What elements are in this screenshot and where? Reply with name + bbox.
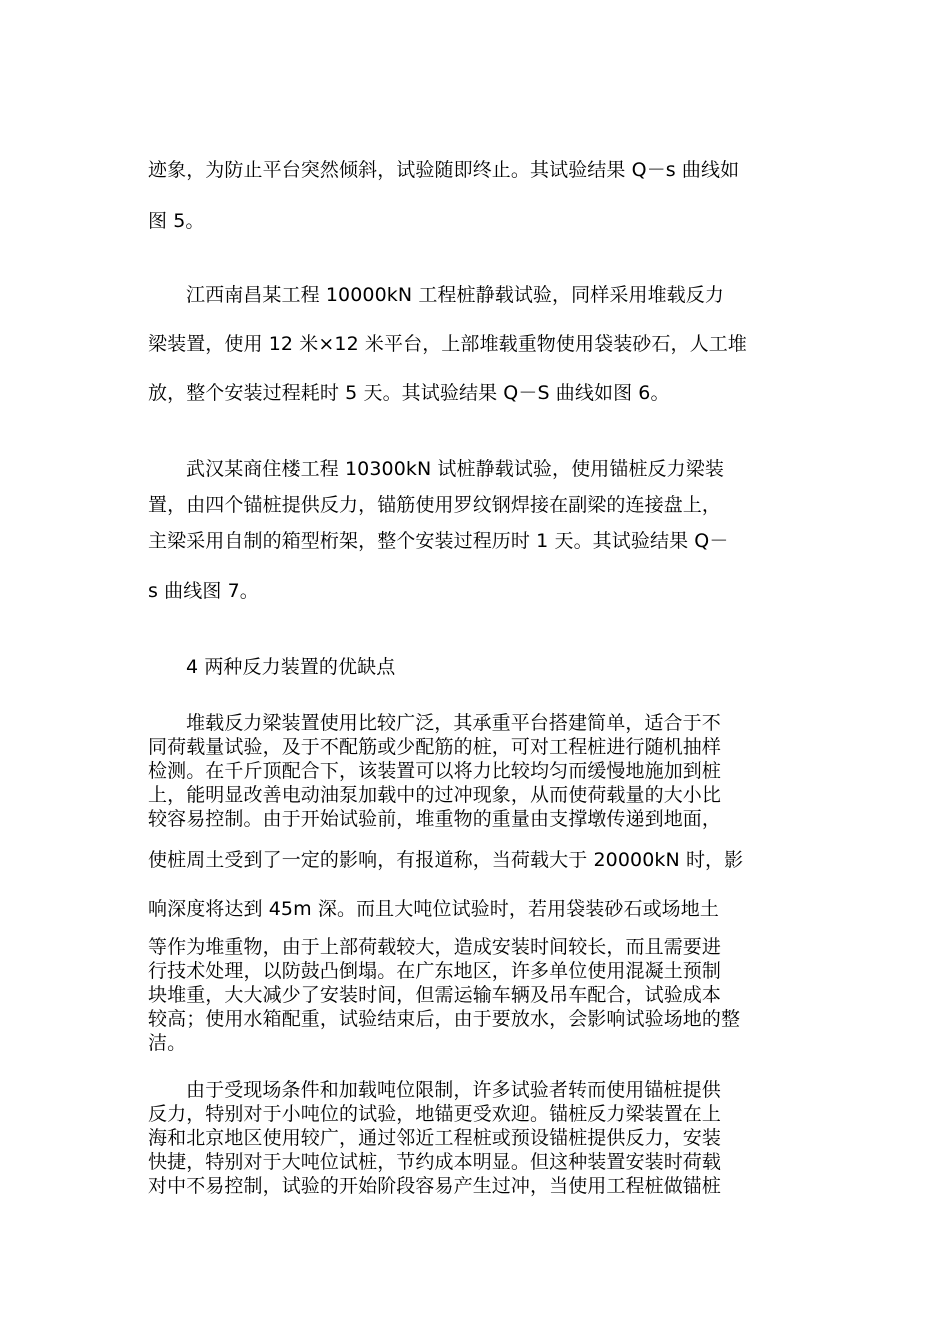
text-line: 等作为堆重物，由于上部荷载较大，造成安装时间较长，而且需要进 [148, 936, 722, 958]
text-line: 上，能明显改善电动油泵加载中的过冲现象，从而使荷载量的大小比 [148, 784, 722, 806]
text-line: 快捷，特别对于大吨位试桩，节约成本明显。但这种装置安装时荷载 [148, 1151, 722, 1173]
text-line: 块堆重，大大减少了安装时间，但需运输车辆及吊车配合，试验成本 [148, 984, 722, 1006]
text-line: s 曲线图 7。 [148, 580, 259, 602]
text-line: 行技术处理，以防鼓凸倒塌。在广东地区，许多单位使用混凝土预制 [148, 960, 722, 982]
text-line: 较高；使用水箱配重，试验结束后，由于要放水，会影响试验场地的整 [148, 1008, 741, 1030]
text-line: 武汉某商住楼工程 10300kN 试桩静载试验，使用锚桩反力梁装 [186, 458, 724, 480]
text-line: 响深度将达到 45m 深。而且大吨位试验时，若用袋装砂石或场地土 [148, 898, 719, 920]
text-line: 由于受现场条件和加载吨位限制，许多试验者转而使用锚桩提供 [186, 1079, 721, 1101]
text-line: 使桩周土受到了一定的影响，有报道称，当荷载大于 20000kN 时，影 [148, 849, 744, 871]
text-line: 放，整个安装过程耗时 5 天。其试验结果 Q－S 曲线如图 6。 [148, 382, 670, 404]
text-line: 同荷载量试验，及于不配筋或少配筋的桩，可对工程桩进行随机抽样 [148, 736, 722, 758]
text-line: 迹象，为防止平台突然倾斜，试验随即终止。其试验结果 Q－s 曲线如 [148, 159, 740, 181]
text-line: 梁装置，使用 12 米×12 米平台，上部堆载重物使用袋装砂石，人工堆 [148, 333, 747, 355]
text-line: 主梁采用自制的箱型桁架，整个安装过程历时 1 天。其试验结果 Q－ [148, 530, 729, 552]
text-line: 江西南昌某工程 10000kN 工程桩静载试验，同样采用堆载反力 [186, 284, 724, 306]
text-line: 检测。在千斤顶配合下，该装置可以将力比较均匀而缓慢地施加到桩 [148, 760, 722, 782]
text-line: 堆载反力梁装置使用比较广泛，其承重平台搭建简单，适合于不 [186, 712, 721, 734]
text-line: 对中不易控制，试验的开始阶段容易产生过冲，当使用工程桩做锚桩 [148, 1175, 722, 1197]
text-line: 海和北京地区使用较广，通过邻近工程桩或预设锚桩提供反力，安装 [148, 1127, 722, 1149]
text-line: 较容易控制。由于开始试验前，堆重物的重量由支撑墩传递到地面， [148, 808, 722, 830]
text-line: 置，由四个锚桩提供反力，锚筋使用罗纹钢焊接在副梁的连接盘上， [148, 494, 722, 516]
text-line: 反力，特别对于小吨位的试验，地锚更受欢迎。锚桩反力梁装置在上 [148, 1103, 722, 1125]
text-line: 洁。 [148, 1032, 187, 1054]
section-heading: 4 两种反力装置的优缺点 [186, 656, 396, 678]
text-line: 图 5。 [148, 210, 205, 232]
